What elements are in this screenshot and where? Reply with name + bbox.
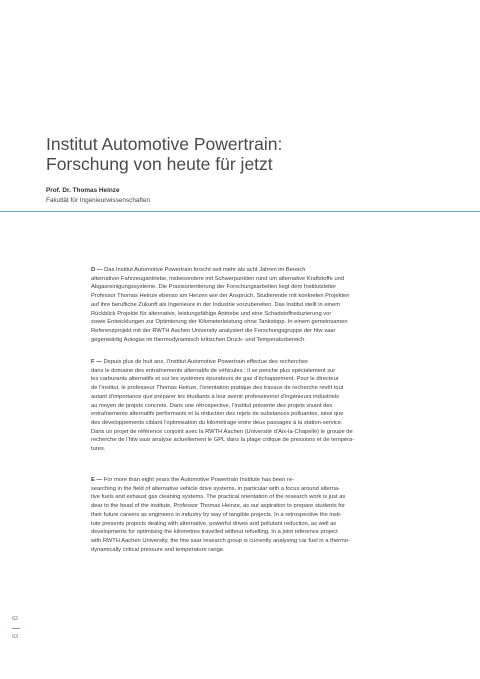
paragraph-line: des développements ciblant l’optimisation du kilométrage entre deux passages à la station-service.: [91, 419, 343, 426]
article-title: [46, 134, 446, 174]
accent-divider: [0, 211, 480, 212]
paragraph-line: alternativer Fahrzeugantriebe, insbesondere mit Schwerpunkten rund um alternative Kraftstoffe und: [91, 275, 345, 282]
paragraph-line: sowie Entwicklungen zur Optimierung der Kilometerleistung ohne Tankstopp. In einem gemeinsamen: [91, 319, 348, 326]
title-line: Institut Automotive Powertrain:: [46, 134, 283, 154]
language-marker: D —: [91, 267, 103, 273]
paragraph-german: [91, 266, 446, 344]
paragraph-line: tures.: [91, 446, 106, 453]
paragraph-line: dynamically critical pressure and temperature range.: [91, 546, 225, 553]
paragraph-line: Referenzprojekt mit der RWTH Aachen University analysiert die Forschungsgruppe der htw saar: [91, 327, 336, 334]
paragraph-line: tive fuels and exhaust gas cleaning systems. The practical orientation of the research work is just as: [91, 494, 346, 501]
paragraph-line: autant d’importance que préparer les étudiants à leur avenir professionnel d’ingénieurs industriels: [91, 393, 340, 400]
line-text: For more than eight years the Automotive Powertrain Institute has been re-: [102, 477, 294, 483]
line-text: Das Institut Automotive Powertrain forscht seit mehr als acht Jahren im Bereich: [102, 267, 306, 273]
line-text: Depuis plus de huit ans, l’Institut Automotive Powertrain effectue des recherches: [101, 359, 308, 365]
paragraph-line: de l’institut, le professeur Thomas Heinze, l’orientation pratique des travaux de recherche revêt tout: [91, 385, 344, 392]
paragraph-line: their future careers as engineers in industry by way of tangible projects. In a retrospective the insti-: [91, 511, 342, 518]
paragraph-line: [91, 476, 446, 485]
paragraph-line: Rückblick Projekte für alternative, leistungsfähige Antriebe und eine Schadstoffreduzierung vor: [91, 310, 332, 317]
language-marker: E —: [91, 477, 103, 483]
paragraph-line: tute presents projects dealing with alternative, powerful drives and pollutant reduction, as well as: [91, 520, 337, 527]
author-affiliation: Fakultät für Ingenieurwissenschaften: [46, 197, 151, 204]
page-number-divider: [12, 628, 20, 629]
paragraph-line: searching in the field of alternative vehicle drive systems, in particular with a focus around alterna-: [91, 485, 340, 492]
language-marker: F —: [91, 359, 102, 365]
title-line: Forschung von heute für jetzt: [46, 154, 273, 174]
paragraph-line: gegenwärtig Autogas im thermodynamisch kritischen Druck- und Temperaturbereich.: [91, 336, 306, 343]
paragraph-line: Professor Thomas Heinze ebenso am Herzen wie der Anspruch, Studierende mit konkreten Projekten: [91, 293, 350, 300]
paragraph-line: [91, 358, 446, 367]
paragraph-line: dear to the head of the institute, Professor Thomas Heinze, as our aspiration to prepare students for: [91, 503, 345, 510]
author-block: [46, 186, 346, 206]
paragraph-line: au moyen de projets concrets. Dans une rétrospective, l’institut présente des projets visant des: [91, 402, 333, 409]
paragraph-line: dans le domaine des entraînements alternatifs de véhicules ; il se penche plus spécialement sur: [91, 367, 336, 374]
paragraph-line: entraînements alternatifs performants et la réduction des rejets de substances polluantes, ainsi que: [91, 411, 344, 418]
paragraph-english: [91, 476, 446, 554]
paragraph-line: Abgasreinigungssysteme. Die Praxisorientierung der Forschungsarbeiten liegt dem Institutsleiter: [91, 284, 337, 291]
paragraph-line: auf ihre berufliche Zukunft als Ingenieure in der Industrie vorzubereiten. Das Institut stellt in einem: [91, 301, 340, 308]
author-name: Prof. Dr. Thomas Heinze: [46, 187, 120, 194]
paragraph-line: with RWTH Aachen University, the htw saar research group is currently analysing car fuel in a thermo-: [91, 537, 350, 544]
paragraph-line: developments for optimising the kilometres travelled without refuelling. In a joint reference project: [91, 529, 338, 536]
page-number-right: 63: [12, 634, 19, 640]
paragraph-line: recherche de l’htw saar analyse actuellement le GPL dans la plage critique de pressions et de tempéra-: [91, 437, 355, 444]
page-number-left: 62: [12, 616, 19, 622]
paragraph-line: Dans un projet de référence conjoint avec la RWTH Aachen (Université d’Aix-la-Chapelle) le groupe de: [91, 428, 353, 435]
paragraph-french: [91, 358, 446, 454]
paragraph-line: les carburants alternatifs et sur les systèmes épurateurs de gaz d’échappement. Pour le directeur: [91, 376, 339, 383]
paragraph-line: [91, 266, 446, 275]
